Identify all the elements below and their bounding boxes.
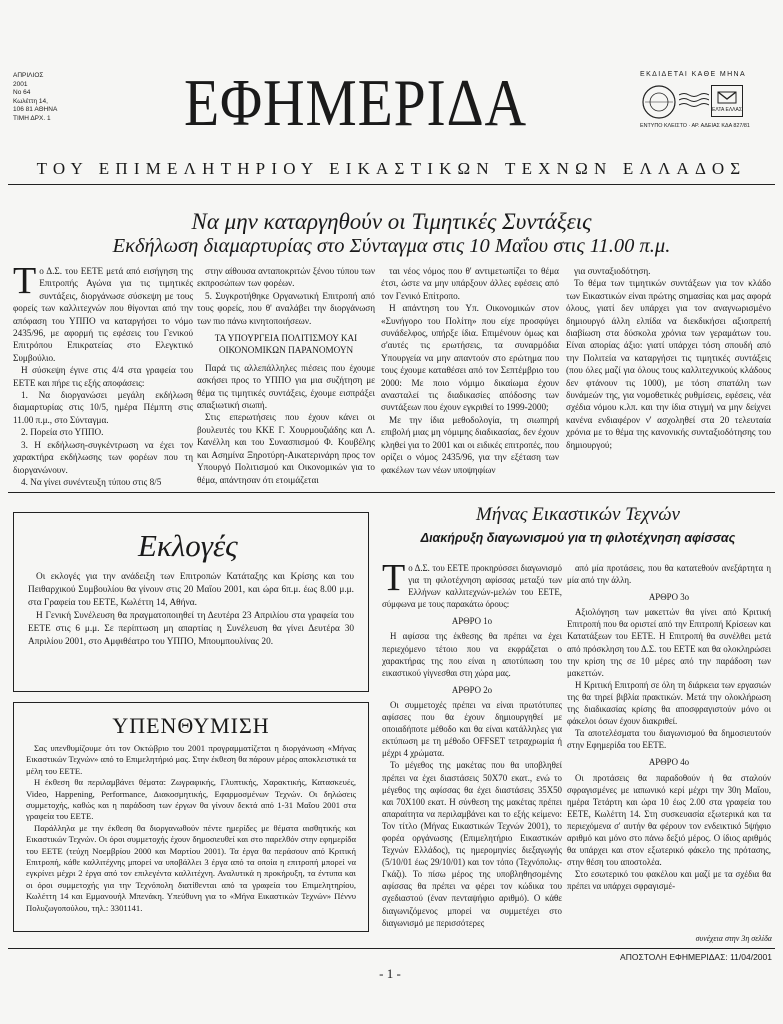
article-paragraph: 3. Η εκδήλωση-συγκέντρωση να έχει τον χαρακτήρα εκδήλωσης των φορέων που τη διοργανώνουν. [13,439,193,475]
article-column-4 [566,265,771,451]
article-paragraph: 2. Πορεία στο ΥΠΠΟ. [21,427,104,438]
poster-column-1 [382,557,562,929]
reminder-paragraph: Σας υπενθυμίζουμε ότι τον Οκτώβριο του 2001 προγραμματίζεται η διοργάνωση «Μήνας Εικαστικών Τεχνών» από το Επιμελητήριό μας. Στην έκθεση θα πάρουν μέρος αποκλειστικά τα μέλη του ΕΕΤΕ. [26,743,356,776]
page-number: - 1 - [379,966,401,981]
dispatch-date: ΑΠΟΣΤΟΛΗ ΕΦΗΜΕΡΙΔΑΣ: 11/04/2001 [620,952,772,962]
section-heading: ΤΑ ΥΠΟΥΡΓΕΙΑ ΠΟΛΙΤΙΣΜΟΥ ΚΑΙ ΟΙΚΟΝΟΜΙΚΩΝ ΠΑΡΑΝΟΜΟΥΝ [214,333,358,356]
reminder-paragraph: Η έκθεση θα περιλαμβάνει θέματα: Ζωγραφικής, Γλυπτικής, Χαρακτικής, Κατασκευές, Video, Happening, Performance, Διακοσμητικής, Εφαρμοσμένων Τεχνών. Οι δηλώσεις συμμετοχής, καθώς και η παράδοση των έργων θα γίνουν δεκτά από 1-31 Μαΐου 2001 στα γραφεία του ΕΕΤΕ. [26,777,356,822]
drop-cap: Τ [382,557,406,599]
poster-paragraph: Αξιολόγηση των μακεττών θα γίνει από Κριτική Επιτροπή που θα οριστεί από την Επιτροπή Κρίσεων και Κατατάξεων του ΕΕΤΕ. Η Επιτροπή θα συνέλθει μετά από πρόσκληση του Δ.Σ. του ΕΕΤΕ και θα ολοκληρώσει την κρίση της σε 10 μέρες από την παράδοση των μακεττών. [567,607,771,678]
continued-note: συνέχεια στην 3η σελίδα [695,934,772,943]
article-paragraph: ο Δ.Σ. του ΕΕΤΕ μετά από εισήγηση της Επιτροπής Αγώνα για τις τιμητικές συντάξεις, διοργάνωσε σύσκεψη με τους φορείς των καλλιτεχνών που θίγονται από την απόφαση του ΥΠΠΟ να καταργήσει το νόμο 2435/96, με αφορμή τις εφέσεις του Γενικού Επιτρόπου Επικρατείας στο Ελεγκτικό Συμβούλιο. [13,266,193,363]
reminder-box [13,702,369,932]
issue-year: 2001 [13,80,28,88]
elections-paragraph: Οι εκλογές για την ανάδειξη των Επιτροπών Κατάταξης και Κρίσης και του Πειθαρχικού Συμβουλίου θα γίνουν στις 20 Μαΐου 2001, και ώρα 6π.μ. έως 8.00 μ.μ. στα Γραφεία του ΕΕΤΕ, Κωλέττη 14, Αθήνα. [28,572,354,608]
reminder-title: ΥΠΕΝΘΥΜΙΣΗ [112,713,270,738]
reminder-text [26,743,356,914]
article-paragraph: Η απάντηση του Υπ. Οικονομικών στον «Συνήγορο του Πολίτη» που είχε προσφύγει συνάδελφος, υπήρξε ίδια. Επιμένουν όμως και σ'αυτές τις ερωτήσεις, τα συναρμόδια Υπουργεία να μην απαντούν στο ερώτημα που τους έχουμε καταθέσει από τον Σεπτέμβριο του 2000: Με ποιο νόμιμο δικαίωμα έχουν ανασταλεί τις διαδικασίες απόδοσης των συντάξεων που έχουν εγκριθεί το 1999-2000; [381,303,559,413]
main-subheadline: Εκδήλωση διαμαρτυρίας στο Σύνταγμα στις 10 Μαΐου στις 11.00 π.μ. [112,235,671,257]
footer-rule [8,948,775,949]
article-column-1 [13,260,193,488]
address-street: Κωλέττη 14, [13,97,48,105]
article-paragraph: Η σύσκεψη έγινε στις 4/4 στα γραφεία του ΕΕΤΕ και πήρε τις εξής αποφάσεις: [13,365,193,388]
article-paragraph: Με την ίδια μεθοδολογία, τη σιωπηρή επιβολή μιας μη νόμιμης διαδικασίας, δεν έχουν κληθεί για το 2001 και οι ειδικές επιτροπές, που ορίζει ο νόμος 2435/96, για την εξέταση των φακέλων των νέων υποψηφίων [381,414,559,475]
article-paragraph: Παρά τις αλλεπάλληλες πιέσεις που έχουμε ασκήσει προς το ΥΠΠΟ για μια συζήτηση με θέμα τις τιμητικές συντάξεις, έχουμε εισπράξει απαξιωτική σιωπή. [197,362,375,411]
article-paragraph: Το θέμα των τιμητικών συντάξεων για τον κλάδο των Εικαστικών είναι πρώτης σημασίας και μας αφορά όλους, γιατί δεν υπάρχει για τον αναγνωρισμένο δημιουργό άλλη ελπίδα να διεκδικήσει αξιοπρεπή διαβίωση στα δύσκολα χρόνια των γεραμάτων του. Είναι απορίας άξιο: γιατί υπάρχει τόση σπουδή από την Πολιτεία να καταργήσει τις τιμητικές συντάξεις (που όλες μαζί για όλους τους καλλιτεχνικούς κλάδους δεν φτάνουν τις 1000), με τόση σπατάλη των δυνάμεών της, για νομοθετικές ρυθμίσεις, εφέσεις, νέα σχέδια νόμου κ.λπ. και την ίδια στιγμή να μην δείχνει κανένα ενδιαφέρον ν' ασχοληθεί στα 20 τελευταία χρόνια με το θέμα της κανονικής συνταξιοδότησης του δημιουργού; [566,278,771,450]
masthead-rule [8,184,775,185]
article-paragraph: στην αίθουσα ανταποκριτών ξένου τύπου των εκπροσώπων των φορέων. [197,266,375,289]
poster-paragraph: Στο εσωτερικό του φακέλου και μαζί με τα σχέδια θα πρέπει να υπάρχει σφραγισμέ- [567,869,771,892]
poster-paragraph: Το μέγεθος της μακέτας που θα υποβληθεί πρέπει να έχει διαστάσεις 50Χ70 εκατ., ενώ το μέγεθος της αφίσσας θα έχει διαστάσεις 35Χ50 και 70Χ100 εκατ. Η σύνθεση της μακέτας πρέπει απαραίτητα να περιλαμβάνει και το εξής κείμενο: Τον τίτλο (Μήνας Εικαστικών Τεχνών 2001), το φορέα οργάνωσης (Επιμελητήριο Εικαστικών Τεχνών Ελλάδος), τις ημερομηνίες διεξαγωγής (5/10/01 έως 29/10/01) και τον τόπο (Τεχνόπολις-Γκάζι). Το πίσω μέρος της υποβληθησομένης αφίσσας θα πρέπει να φέρει τον κώδικα του σχεδιαστού (έναν πενταψήφιο αριθμό). Ο κάθε διαγωνιζόμενος μπορεί να συμμετέχει στο διαγωνισμό με περισσότερες [382,760,562,928]
article-paragraph: 1. Να διοργανώσει μεγάλη εκδήλωση διαμαρτυρίας στις 10/5, ημέρα Πέμπτη στις 11.00 π.μ., στο Σύνταγμα. [13,390,193,425]
issue-month: ΑΠΡΙΛΙΟΣ [13,72,44,79]
poster-paragraph: Οι συμμετοχές πρέπει να είναι πρωτότυπες αφίσσες που θα έχουν δημιουργηθεί με οποιαδήποτε μέθοδο και θα είναι κατάλληλες για εκτύπωση με τη μέθοδο OFFSET τετραχρωμία ή μέχρι 4 χρώματα. [382,699,562,759]
frequency-note: ΕΚΔΙΔΕΤΑΙ ΚΑΘΕ ΜΗΝΑ [640,71,747,78]
issue-number: No 64 [13,89,31,97]
price: ΤΙΜΗ ΔΡΧ. 1 [13,114,51,122]
elta-label: ΕΛΤΑ ΕΛΛΑΣ [712,107,742,113]
article-paragraph: 5. Συγκροτήθηκε Οργανωτική Επιτροπή από τους φορείς, που θ' αναλάβει την διοργάνωση των πιο πάνω κινητοποιήσεων. [197,290,375,326]
poster-paragraph: ο Δ.Σ. του ΕΕΤΕ προκηρύσσει διαγωνισμό για τη φιλοτέχνηση αφίσσας μεταξύ των Ελλήνων καλλιτεχνών-μελών του ΕΕΤΕ, σύμφωνα με τους παρακάτω όρους: [382,563,562,610]
article-paragraph: Στις επερωτήσεις που έχουν κάνει οι βουλευτές του ΚΚΕ Γ. Χουρμουζιάδης και Λ. Κανέλλη και του Συνασπισμού Φ. Κουβέλης και Ασημίνα Ξηροτύρη-Αικατερινάρη προς τον Υπουργό Πολιτισμού και Οικονομικών για το θέμα, απάντησαν ότι ετοιμάζεται [197,412,375,485]
poster-title: Μήνας Εικαστικών Τεχνών [476,504,680,525]
article-heading: ΑΡΘΡΟ 4ο [648,757,690,768]
article-paragraph: 4. Να γίνει συνέντευξη τύπου στις 8/5 [21,476,162,487]
address-city: 106 81 ΑΘΗΝΑ [13,106,58,114]
poster-paragraph: Τα αποτελέσματα του διαγωνισμού θα δημοσιευτούν στην Εφημερίδα του ΕΕΤΕ. [567,728,771,751]
poster-paragraph: από μία προτάσεις, που θα κατατεθούν ανεξάρτητα η μία από την άλλη. [567,563,771,586]
elta-logo-icon [711,85,743,117]
poster-paragraph: Η αφίσσα της έκθεσης θα πρέπει να έχει περιεχόμενο τέτοιο που να εκφράζεται ο χαρακτήρας της που είναι η αποτύπωση του εικαστικού γίγνεσθαι στη χώρα μας. [382,631,562,678]
main-headline: Να μην καταργηθούν οι Τιμητικές Συντάξεις [191,209,592,234]
article-heading: ΑΡΘΡΟ 2ο [451,684,493,695]
elections-title: Εκλογές [138,528,238,563]
article-column-2 [197,265,375,486]
section-divider [8,492,775,493]
issue-meta [13,72,103,124]
elections-paragraph: Η Γενική Συνέλευση θα πραγματοποιηθεί τη Δευτέρα 23 Απριλίου στα γραφεία του ΕΕΤΕ στις 6 μ.μ. Σε περίπτωση μη απαρτίας η Συνέλευση θα γίνει Δευτέρα 30 Απριλίου 2001, στο Αμφιθέατρο του ΥΠΠΟ, Μπουμπουλίνας 20. [28,611,354,647]
poster-subtitle: Διακήρυξη διαγωνισμού για τη φιλοτέχνηση αφίσσας [420,531,736,545]
poster-paragraph: Οι προτάσεις θα παραδοθούν ή θα σταλούν σφραγισμένες με ιαπωνικό κερί μέχρι την 30η Μαΐου, ημέρα Τετάρτη και ώρα 10 έως 2.00 στα γραφεία του ΕΕΤΕ, Κωλέττη 14. Στη συσκευασία εξωτερικά και τα περιεχόμενα σ' αυτήν θα φέρουν τον ενδεικτικό 5ψήφιο αριθμό και μόνο στο πάνω δεξιό μέρος. Ο ίδιος αριθμός θα υπάρχει και στον εξωτερικό φάκελο της πρότασης, στην θέση του αποστολέα. [567,772,771,868]
postal-stamp-icon [641,84,677,120]
reminder-paragraph: Παράλληλα με την έκθεση θα διοργανωθούν πέντε ημερίδες με θέματα αισθητικής και Εικαστικών Τεχνών. Οι όροι συμμετοχής έχουν δημοσιευθεί και στο παρελθόν στην εφημερίδα του ΕΕΤΕ (τεύχη Νοεμβρίου 2000 και Μαρτίου 2001). Τα έργα θα περάσουν από Κριτική Επιτροπή, κάθε καλλιτέχνης μπορεί να υποβάλλει 3 έργα από τα οποία η επιτροπή μπορεί να εγκρίνει μέχρι 2 έργα από τον επιλεγέντα καλλιτέχνη. Αναλυτικά η προκήρυξη, τα έντυπα και οι όροι συμμετοχής για την Τεχνόπολη διατίθενται από τα γραφεία του Επιμελητηρίου, Κωλέττη 14 και Εμμανουήλ Μπενάκη. Υπεύθυνη για το «Μήνα Εικαστικών Τεχνών» Πέννυ Πολυζωγοπούλου, τηλ.: 3301141. [26,822,356,913]
postmark-waves-icon [679,92,709,108]
poster-paragraph: Η Κριτική Επιτροπή σε όλη τη διάρκεια των εργασιών της θα τηρεί βιβλία πρακτικών. Μετά την ολοκλήρωση της διαδικασίας κρίσης θα αποσφραγιστούν μόνο οι φάκελοι όσων έχουν διακριθεί. [567,679,771,727]
drop-cap: Τ [13,260,37,302]
closed-item-note: ΕΝΤΥΠΟ ΚΛΕΙΣΤΟ · ΑΡ. ΑΔΕΙΑΣ ΚΔΑ 827/81 [640,123,750,129]
poster-column-2 [567,562,771,892]
article-heading: ΑΡΘΡΟ 1ο [451,616,493,627]
masthead-subtitle: ΤΟΥ ΕΠΙΜΕΛΗΤΗΡΙΟΥ ΕΙΚΑΣΤΙΚΩΝ ΤΕΧΝΩΝ ΕΛΛΑΔΟΣ [36,159,747,178]
masthead-title: ΕΦΗΜΕΡΙΔΑ [184,66,528,140]
article-column-3 [381,265,559,476]
elections-text [28,571,354,649]
elections-box [13,512,369,692]
article-paragraph: για συνταξιοδότηση. [574,266,651,276]
article-heading: ΑΡΘΡΟ 3ο [648,592,690,603]
article-paragraph: ται νέος νόμος που θ' αντιμετωπίζει το θέμα έτσι, ώστε να μην υπάρξουν άλλες εφέσεις από τον Γενικό Επίτροπο. [381,266,559,301]
